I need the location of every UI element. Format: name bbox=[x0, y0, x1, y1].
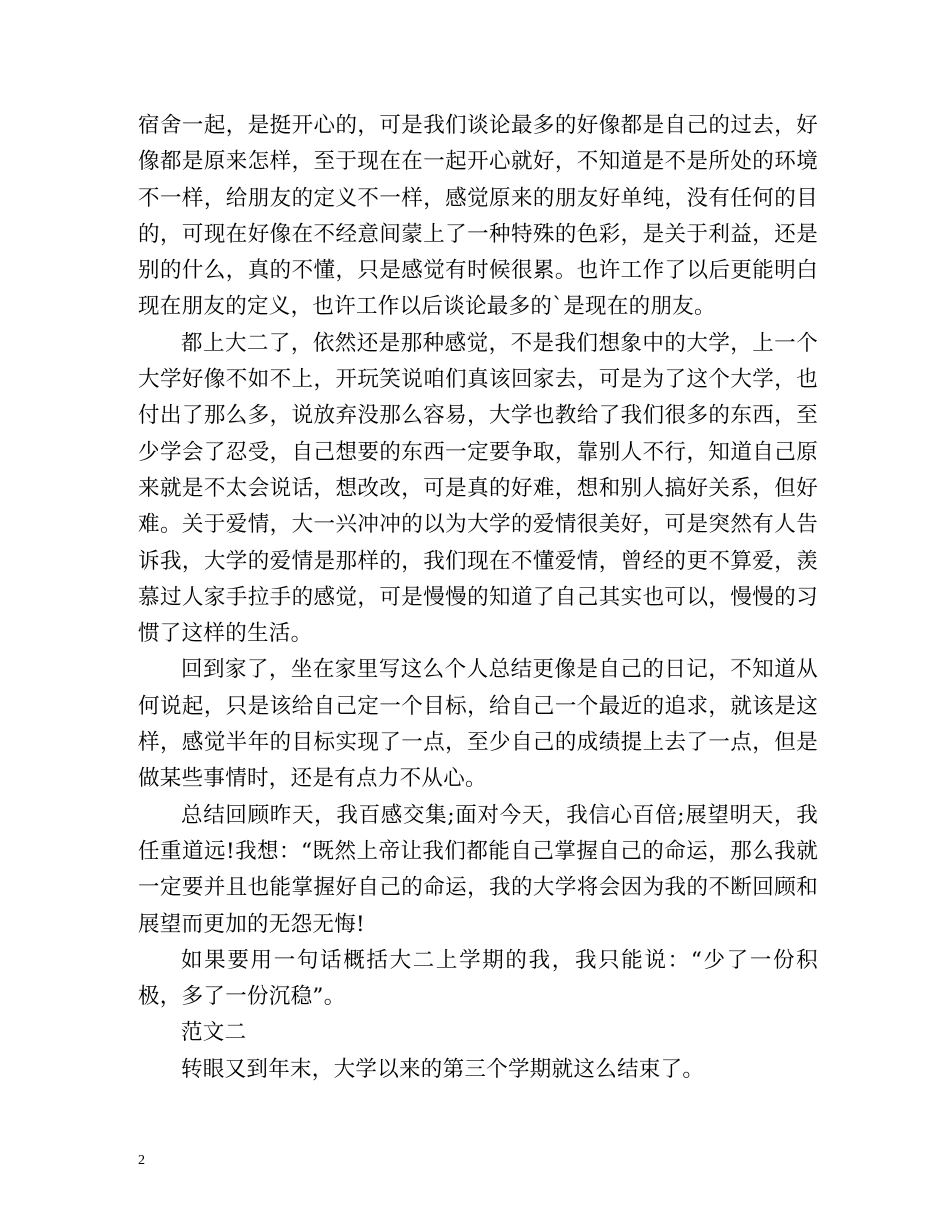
section-heading: 范文二 bbox=[181, 1020, 247, 1046]
page-number: 2 bbox=[138, 1153, 145, 1168]
paragraph-3: 回到家了，坐在家里写这么个人总结更像是自己的日记，不知道从何说起，只是该给自己定一个目标，给自己一个最近的追求，就该是这样，感觉半年的目标实现了一点，至少自己的成绩提上去了一点，但是做某些事情时，还是有点力不从心。 bbox=[138, 657, 818, 792]
paragraph-1: 宿舍一起，是挺开心的，可是我们谈论最多的好像都是自己的过去，好像都是原来怎样，至于现在在一起开心就好，不知道是不是所处的环境不一样，给朋友的定义不一样，感觉原来的朋友好单纯，没有任何的目的，可现在好像在不经意间蒙上了一种特殊的色彩，是关于利益，还是别的什么，真的不懂，只是感觉有时候很累。也许工作了以后更能明白现在朋友的定义，也许工作以后谈论最多的`是现在的朋友。 bbox=[138, 113, 818, 320]
paragraph-2: 都上大二了，依然还是那种感觉，不是我们想象中的大学，上一个大学好像不如不上，开玩笑说咱们真该回家去，可是为了这个大学，也付出了那么多，说放弃没那么容易，大学也教给了我们很多的东西，至少学会了忍受，自己想要的东西一定要争取，靠别人不行，知道自己原来就是不太会说话，想改改，可是真的好难，想和别人搞好关系，但好难。关于爱情，大一兴冲冲的以为大学的爱情很美好，可是突然有人告诉我，大学的爱情是那样的，我们现在不懂爱情，曾经的更不算爱，羡慕过人家手拉手的感觉，可是慢慢的知道了自己其实也可以，慢慢的习惯了这样的生活。 bbox=[138, 330, 818, 647]
paragraph-6: 转眼又到年末，大学以来的第三个学期就这么结束了。 bbox=[181, 1056, 705, 1082]
paragraph-5: 如果要用一句话概括大二上学期的我，我只能说：“少了一份积极，多了一份沉稳”。 bbox=[138, 947, 818, 1010]
document-body bbox=[138, 108, 818, 1088]
paragraph-4: 总结回顾昨天，我百感交集;面对今天，我信心百倍;展望明天，我任重道远!我想：“既然上帝让我们都能自己掌握自己的命运，那么我就一定要并且也能掌握好自己的命运，我的大学将会因为我的不断回顾和展望而更加的无怨无悔! bbox=[138, 802, 818, 937]
